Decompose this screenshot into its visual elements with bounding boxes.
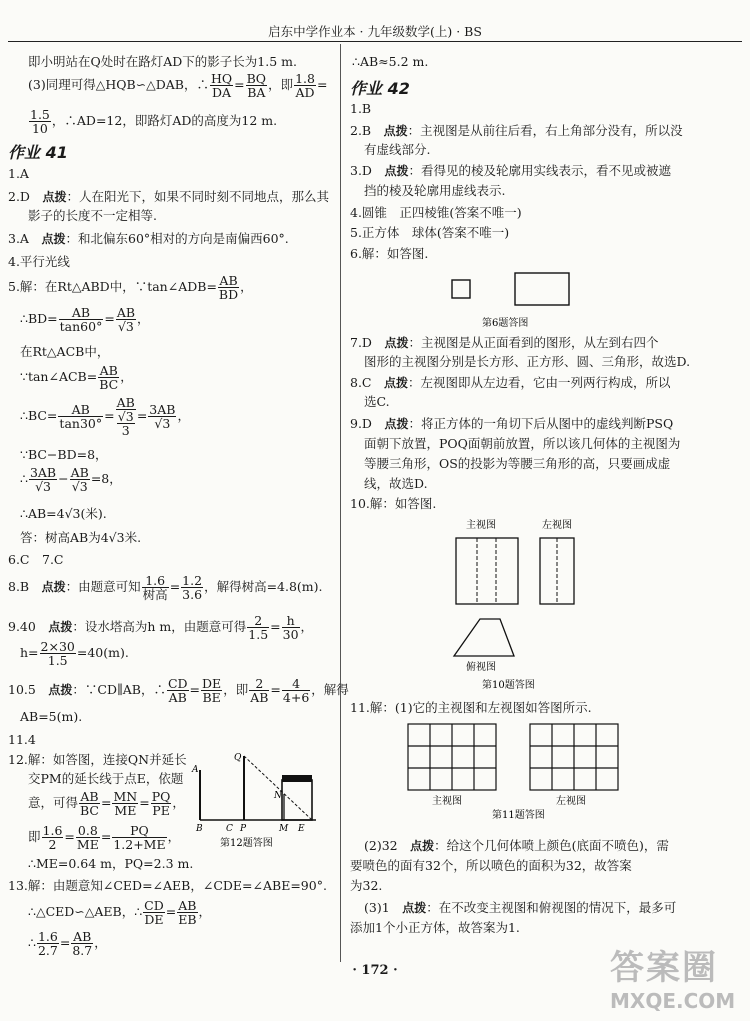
answer-6: 6.解：如答图.	[350, 246, 429, 261]
watermark-url: MXQE.COM	[610, 989, 736, 1013]
text-line: 影子的长度不一定相等.	[28, 208, 157, 223]
answer-1: 1.B	[350, 101, 372, 116]
fig10-left-label: 左视图	[542, 520, 572, 531]
text-line: 意，可得 $\frac{AB}{BC}$ = $\frac{MN}{ME}$ = $\frac{PQ}{PE}$ ，	[28, 789, 185, 819]
answer-9: 9.D 点拨：将正方体的一角切下后从图中的虚线判断PSQ	[350, 416, 674, 431]
text-line: ∴ME=0.64 m，PQ=2.3 m.	[28, 856, 194, 871]
text-line: ∴ $\frac{3AB}{√3}$ − $\frac{AB}{√3}$ =8，	[20, 465, 122, 495]
fig11-left-label: 左视图	[556, 796, 586, 807]
answer-4: 4.圆锥 正四棱锥(答案不唯一)	[350, 205, 522, 220]
text-line: h= $\frac{2\times 30}{1.5}$ =40(m).	[20, 639, 129, 669]
fig12-label-c: C	[226, 824, 233, 834]
section-heading-41: 作业 41	[8, 143, 68, 162]
page-header: 启东中学作业本 · 九年级数学(上) · BS	[268, 24, 482, 39]
header-rule	[8, 41, 742, 42]
fig12-building	[282, 780, 312, 820]
fig12-label-b: B	[196, 824, 203, 834]
page-number: · 172 ·	[352, 963, 398, 978]
column-divider	[340, 44, 341, 962]
fig12-dashed-ray	[244, 756, 312, 820]
text-line: 选C.	[364, 394, 390, 409]
text-line: 要喷色的面有32个，所以喷色的面积为32，故答案	[350, 858, 632, 873]
fig10-front-view	[456, 538, 518, 604]
text-line: 即 $\frac{1.6}{2}$ = $\frac{0.8}{ME}$ = $\frac{PQ}{1.2+ME}$ ，	[28, 823, 181, 853]
answer-6-7: 6.C 7.C	[8, 552, 64, 567]
answer-1: 1.A	[8, 166, 29, 181]
answer-5: 5.解：在Rt△ABD中，∵tan∠ADB= $\frac{AB}{BD}$ ，	[8, 273, 253, 303]
answer-2: 2.B 点拨：主视图是从前往后看，右上角部分没有，所以没	[350, 123, 683, 138]
text-line: 为32.	[350, 878, 383, 893]
fig11-caption: 第11题答图	[492, 810, 545, 820]
text-line: 在Rt△ACB中，	[20, 344, 110, 359]
watermark-text: 答案圈	[610, 948, 718, 988]
section-heading-42: 作业 42	[350, 79, 410, 98]
fig12-label-q: Q	[234, 753, 242, 763]
answer-13: 13.解：由题意知∠CED=∠AEB，∠CDE=∠ABE=90°.	[8, 878, 327, 893]
fig11-left-grid	[530, 724, 618, 790]
text-line: 线，故选D.	[364, 476, 428, 491]
fig11-front-grid	[408, 724, 496, 790]
text-line: ∴△CED∽△AEB，∴ $\frac{CD}{DE}$ = $\frac{AB}{EB}$ ，	[28, 898, 212, 928]
text-line: ∴AB≈5.2 m.	[352, 54, 429, 69]
answer-8: 8.B 点拨：由题意可知 $\frac{1.6}{\text{树高}}$ = $\frac{1.2}{3.6}$ ，解得树高=4.8(m).	[8, 573, 323, 603]
text-line: ∴ $\frac{1.6}{2.7}$ = $\frac{AB}{8.7}$ ，	[28, 929, 107, 959]
text-line: 图形的主视图分别是长方形、正方形、圆、三角形，故选D.	[364, 354, 691, 369]
text-line: 即小明站在Q处时在路灯AD下的影子长为1.5 m.	[28, 54, 297, 69]
answer-9: 9.40 点拨：设水塔高为h m，由题意可得 $\frac{2}{1.5}$ = $\frac{h}{30}$ ，	[8, 613, 314, 643]
figure-10	[440, 516, 610, 692]
answer-12: 12.解：如答图，连接QN并延长	[8, 752, 187, 767]
text-line: 等腰三角形，OS的投影为等腰三角形的高，只要画成虚	[364, 456, 671, 471]
text-line: 面朝下放置，POQ面朝前放置，所以该几何体的主视图为	[364, 436, 681, 451]
fig11-front-label: 主视图	[432, 796, 462, 807]
fig10-top-view	[454, 619, 514, 656]
watermark	[610, 940, 738, 1016]
text-line: 有虚线部分.	[364, 142, 431, 157]
answer-2: 2.D 点拨：人在阳光下，如果不同时刻不同地点，那么其	[8, 189, 329, 204]
answer-10: 10.5 点拨：∵CD∥AB，∴ $\frac{CD}{AB}$ = $\frac{DE}{BE}$ ，即 $\frac{2}{AB}$ = $\frac{4}{4+6}$ ，解得	[8, 676, 349, 706]
text-line: (3)同理可得△HQB∽△DAB，∴ $\frac{HQ}{DA}$ = $\frac{BQ}{BA}$ ，即 $\frac{1.8}{AD}$ =	[28, 71, 328, 101]
answer-8: 8.C 点拨：左视图即从左边看，它由一列两行构成，所以	[350, 375, 671, 390]
fig10-caption: 第10题答图	[482, 680, 535, 691]
fig6-caption: 第6题答图	[482, 318, 529, 329]
figure-11	[400, 720, 630, 820]
fig10-front-label: 主视图	[466, 520, 496, 531]
answer-5: 5.正方体 球体(答案不唯一)	[350, 225, 510, 240]
text-line: 答：树高AB为4√3米.	[20, 530, 142, 545]
fig12-label-p: P	[240, 824, 247, 834]
fig10-top-label: 俯视图	[466, 662, 496, 673]
answer-11-2: (2)32 点拨：给这个几何体喷上颜色(底面不喷色)，需	[364, 838, 669, 853]
text-line: 挡的棱及轮廓用虚线表示.	[364, 183, 506, 198]
text-line: 添加1个小正方体，故答案为1.	[350, 920, 520, 935]
fig12-roof	[282, 775, 312, 782]
fig6-rectangle	[515, 273, 569, 305]
text-line: ∵tan∠ACB= $\frac{AB}{BC}$ ，	[20, 363, 133, 393]
answer-11: 11.解：(1)它的主视图和左视图如答图所示.	[350, 700, 592, 715]
text-line: AB=5(m).	[20, 709, 83, 724]
text-line: ∴BD= $\frac{AB}{\tan 60^\circ}$ = $\frac{AB}{√3}$ ，	[20, 305, 150, 335]
answer-3: 3.D 点拨：看得见的棱及轮廓用实线表示，看不见或被遮	[350, 163, 671, 178]
text-line: $\frac{1.5}{10}$ ，∴AD=12，即路灯AD的高度为12 m.	[30, 107, 278, 137]
fig12-label-a: A	[192, 765, 199, 775]
text-line: ∵BC−BD=8，	[20, 447, 108, 462]
fig12-label-n: N	[274, 791, 282, 801]
figure-6	[440, 270, 600, 330]
text-line: 交PM的延长线于点E，依题	[28, 771, 184, 786]
answer-11-3: (3)1 点拨：在不改变主视图和俯视图的情况下，最多可	[364, 900, 677, 915]
answer-11: 11.4	[8, 732, 36, 747]
text-line: ∴BC= $\frac{AB}{\tan 30^\circ}$ = AB √3 3 = $\frac{3AB}{√3}$ ，	[20, 395, 190, 439]
text-line: ∴AB=4√3(米).	[20, 506, 107, 521]
fig12-label-m: M	[279, 824, 289, 834]
fig6-square	[452, 280, 470, 298]
figure-12	[188, 748, 338, 852]
fig12-label-e: E	[298, 824, 305, 834]
answer-10: 10.解：如答图.	[350, 496, 437, 511]
answer-4: 4.平行光线	[8, 254, 70, 269]
answer-3: 3.A 点拨：和北偏东60°相对的方向是南偏西60°.	[8, 231, 289, 246]
answer-7: 7.D 点拨：主视图是从正面看到的图形，从左到右四个	[350, 335, 659, 350]
fig12-caption: 第12题答图	[220, 838, 273, 849]
